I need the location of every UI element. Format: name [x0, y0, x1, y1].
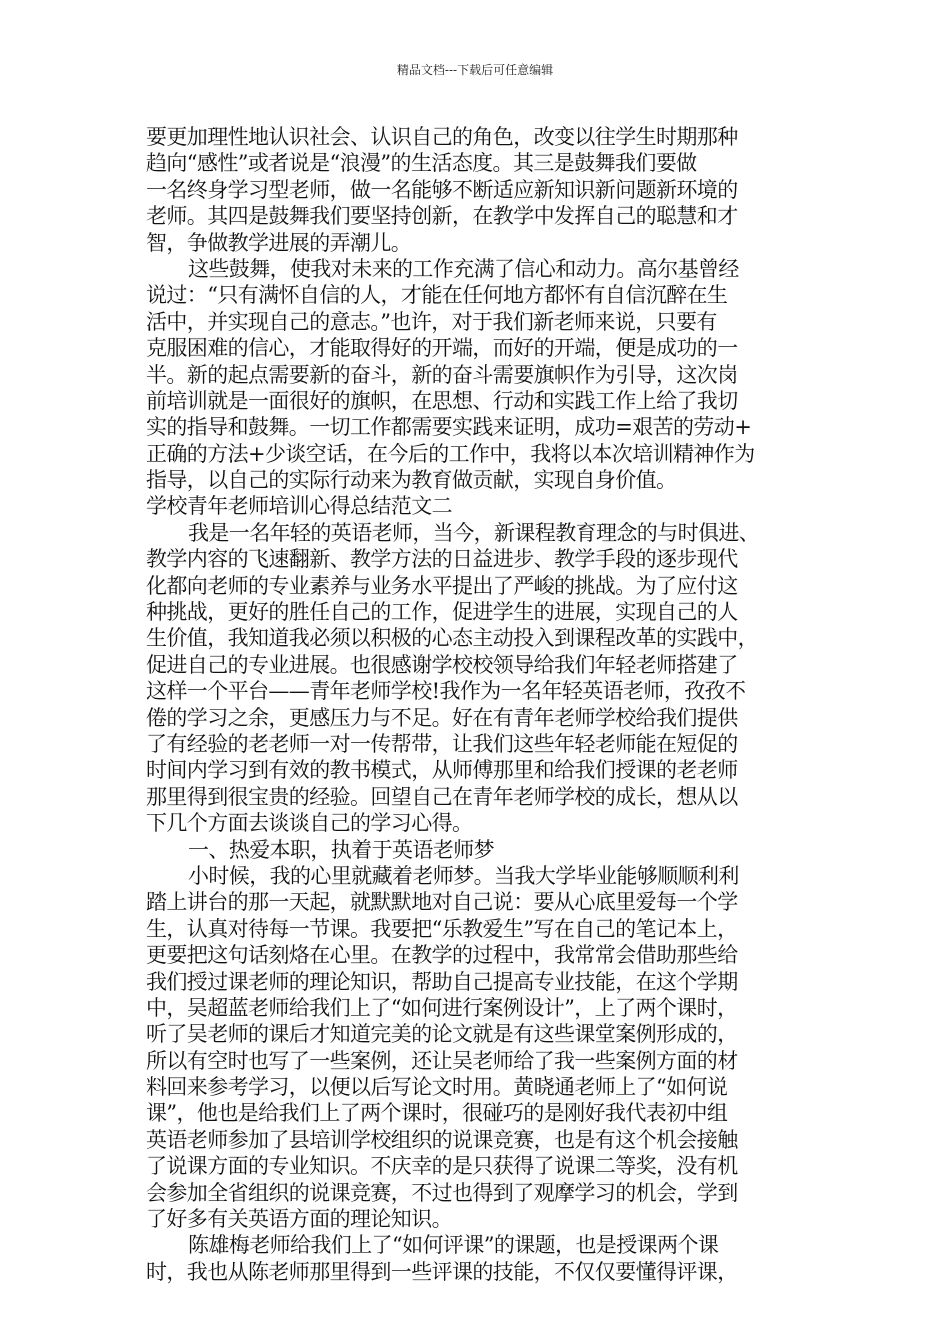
text-line: 克服困难的信心，才能取得好的开端，而好的开端，便是成功的一	[146, 336, 738, 361]
text-line: 一名终身学习型老师，做一名能够不断适应新知识新问题新环境的	[146, 177, 738, 202]
text-line: 英语老师参加了县培训学校组织的说课竞赛，也是有这个机会接触	[146, 1127, 738, 1152]
text-line: 倦的学习之余，更感压力与不足。好在有青年老师学校给我们提供	[146, 705, 738, 730]
text-line: 所以有空时也写了一些案例，还让吴老师给了我一些案例方面的材	[146, 1048, 738, 1073]
text-line: 这些鼓舞，使我对未来的工作充满了信心和动力。高尔基曾经	[188, 256, 739, 281]
text-line: 趋向“感性”或者说是“浪漫”的生活态度。其三是鼓舞我们要做	[146, 151, 697, 176]
text-line: 老师。其四是鼓舞我们要坚持创新，在教学中发挥自己的聪慧和才	[146, 204, 738, 229]
text-line: 学校青年老师培训心得总结范文二	[146, 494, 452, 519]
text-line: 实的指导和鼓舞。一切工作都需要实践来证明，成功=艰苦的劳动+	[146, 415, 752, 440]
text-line: 中，吴超蓝老师给我们上了“如何进行案例设计”，上了两个课时，	[146, 995, 738, 1020]
text-line: 指导，以自己的实际行动来为教育做贡献，实现自身价值。	[146, 468, 677, 493]
text-line: 这样一个平台——青年老师学校!我作为一名年轻英语老师，孜孜不	[146, 679, 746, 704]
document-body	[146, 124, 806, 1285]
text-line: 时间内学习到有效的教书模式，从师傅那里和给我们授课的老老师	[146, 758, 738, 783]
text-line: 正确的方法+少谈空话，在今后的工作中，我将以本次培训精神作为	[146, 441, 755, 466]
text-line: 更要把这句话刻烙在心里。在教学的过程中，我常常会借助那些给	[146, 943, 738, 968]
text-line: 陈雄梅老师给我们上了“如何评课”的课题，也是授课两个课	[188, 1233, 719, 1258]
text-line: 了有经验的老老师一对一传帮带，让我们这些年轻老师能在短促的	[146, 731, 738, 756]
text-line: 听了吴老师的课后才知道完美的论文就是有这些课堂案例形成的，	[146, 1022, 738, 1047]
text-line: 要更加理性地认识社会、认识自己的角色，改变以往学生时期那种	[146, 125, 738, 149]
text-line: 智，争做教学进展的弄潮儿。	[146, 230, 412, 255]
text-line: 生价值，我知道我必须以积极的心态主动投入到课程改革的实践中，	[146, 626, 758, 651]
text-line: 一、热爱本职，执着于英语老师梦	[188, 837, 494, 862]
page-header: 精品文档---下载后可任意编辑	[396, 63, 554, 77]
text-line: 我是一名年轻的英语老师，当今，新课程教育理念的与时俱进、	[188, 520, 760, 545]
text-line: 教学内容的飞速翻新、教学方法的日益进步、教学手段的逐步现代	[146, 547, 738, 572]
text-line: 种挑战，更好的胜任自己的工作，促进学生的进展，实现自己的人	[146, 600, 738, 625]
text-line: 化都向老师的专业素养与业务水平提出了严峻的挑战。为了应付这	[146, 573, 738, 598]
text-line: 料回来参考学习，以便以后写论文时用。黄晓通老师上了“如何说	[146, 1075, 728, 1100]
text-line: 会参加全省组织的说课竞赛，不过也得到了观摩学习的机会，学到	[146, 1180, 738, 1205]
text-line: 小时候，我的心里就藏着老师梦。当我大学毕业能够顺顺利利	[188, 863, 739, 888]
text-line: 踏上讲台的那一天起，就默默地对自己说：要从心底里爱每一个学	[146, 890, 738, 915]
text-line: 我们授过课老师的理论知识，帮助自己提高专业技能，在这个学期	[146, 969, 738, 994]
text-line: 那里得到很宝贵的经验。回望自己在青年老师学校的成长，想从以	[146, 784, 738, 809]
text-line: 了说课方面的专业知识。不庆幸的是只获得了说课二等奖，没有机	[146, 1154, 738, 1179]
text-line: 生，认真对待每一节课。我要把“乐教爱生”写在自己的笔记本上，	[146, 916, 738, 941]
text-line: 活中，并实现自己的意志。”也许，对于我们新老师来说，只要有	[146, 309, 717, 334]
text-line: 了好多有关英语方面的理论知识。	[146, 1207, 452, 1232]
text-line: 下几个方面去谈谈自己的学习心得。	[146, 811, 473, 836]
text-line: 课”，他也是给我们上了两个课时，很碰巧的是刚好我代表初中组	[146, 1101, 728, 1126]
text-line: 半。新的起点需要新的奋斗，新的奋斗需要旗帜作为引导，这次岗	[146, 362, 738, 387]
text-line: 时，我也从陈老师那里得到一些评课的技能，不仅仅要懂得评课，	[146, 1259, 738, 1284]
text-line: 促进自己的专业进展。也很感谢学校校领导给我们年轻老师搭建了	[146, 652, 738, 677]
text-line: 说过：“只有满怀自信的人，才能在任何地方都怀有自信沉醉在生	[146, 283, 728, 308]
text-line: 前培训就是一面很好的旗帜，在思想、行动和实践工作上给了我切	[146, 388, 738, 413]
